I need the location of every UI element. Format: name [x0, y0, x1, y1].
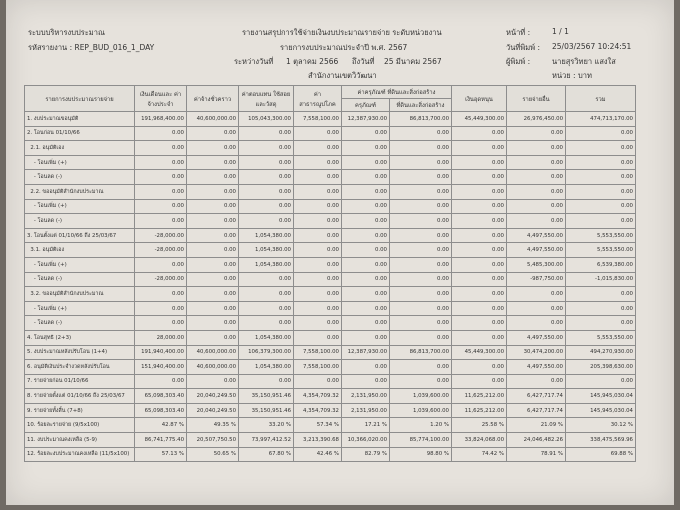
print-date-value: 25/03/2567 10:24:51 [552, 42, 632, 51]
cell-value: 0.00 [294, 214, 342, 229]
table-row [25, 433, 636, 448]
cell-value: 1,039,600.00 [390, 403, 452, 418]
cell-value: 0.00 [342, 257, 390, 272]
period-to-label: ถึงวันที่ [352, 57, 375, 66]
cell-value: 20,040,249.50 [187, 389, 239, 404]
cell-value: 0.00 [507, 287, 566, 302]
cell-value: 4,354,709.32 [294, 403, 342, 418]
table-row [25, 287, 636, 302]
cell-value: 1,054,380.00 [239, 257, 294, 272]
cell-value: 30,474,200.00 [507, 345, 566, 360]
cell-value: 98.80 % [390, 447, 452, 462]
col-header-total: รวม [566, 86, 636, 112]
cell-value: 0.00 [566, 126, 636, 141]
cell-value: 45,449,300.00 [452, 112, 507, 127]
cell-value: 0.00 [452, 243, 507, 258]
cell-value: 0.00 [187, 184, 239, 199]
cell-value: 0.00 [390, 287, 452, 302]
cell-value: 0.00 [507, 316, 566, 331]
cell-value: 78.91 % [507, 447, 566, 462]
row-label: - โอนลด (-) [25, 316, 135, 331]
print-date-label: วันที่พิมพ์ : [506, 43, 541, 52]
cell-value: 0.00 [294, 316, 342, 331]
cell-value: 0.00 [566, 170, 636, 185]
cell-value: 21.09 % [507, 418, 566, 433]
cell-value: 0.00 [452, 155, 507, 170]
cell-value: 86,741,775.40 [135, 433, 187, 448]
cell-value: 11,625,212.00 [452, 389, 507, 404]
table-row [25, 184, 636, 199]
cell-value: 0.00 [239, 272, 294, 287]
cell-value: 30.12 % [566, 418, 636, 433]
row-label: - โอนลด (-) [25, 170, 135, 185]
cell-value: 65,098,303.40 [135, 389, 187, 404]
table-row [25, 272, 636, 287]
period-to: 25 มีนาคม 2567 [384, 57, 442, 66]
table-row [25, 155, 636, 170]
budget-summary-table [24, 85, 636, 462]
cell-value: 0.00 [390, 141, 452, 156]
cell-value: 0.00 [452, 360, 507, 375]
col-header-temp-wage: ค่าจ้างชั่วคราว [187, 86, 239, 112]
agency-name: สำนักงานเขตวิวัฒนา [308, 71, 377, 80]
cell-value: 0.00 [342, 126, 390, 141]
cell-value: 0.00 [135, 141, 187, 156]
cell-value: 0.00 [187, 287, 239, 302]
cell-value: 0.00 [452, 257, 507, 272]
cell-value: 7,558,100.00 [294, 360, 342, 375]
cell-value: 0.00 [452, 374, 507, 389]
col-header-equipment: ครุภัณฑ์ [342, 99, 390, 112]
cell-value: 1.20 % [390, 418, 452, 433]
cell-value: 0.00 [390, 170, 452, 185]
cell-value: 0.00 [187, 214, 239, 229]
cell-value: 6,427,717.74 [507, 403, 566, 418]
cell-value: 0.00 [390, 272, 452, 287]
cell-value: 0.00 [187, 155, 239, 170]
cell-value: 57.34 % [294, 418, 342, 433]
table-row [25, 345, 636, 360]
row-label: 7. รายจ่ายก่อน 01/10/66 [25, 374, 135, 389]
cell-value: 0.00 [239, 126, 294, 141]
period-from: 1 ตุลาคม 2566 [286, 57, 339, 66]
cell-value: 0.00 [135, 199, 187, 214]
cell-value: -1,015,830.00 [566, 272, 636, 287]
cell-value: 50.65 % [187, 447, 239, 462]
cell-value: 0.00 [187, 316, 239, 331]
cell-value: 0.00 [566, 316, 636, 331]
cell-value: 82.79 % [342, 447, 390, 462]
cell-value: 0.00 [342, 330, 390, 345]
cell-value: 69.88 % [566, 447, 636, 462]
cell-value: 0.00 [452, 170, 507, 185]
cell-value: 0.00 [187, 228, 239, 243]
cell-value: 86,813,700.00 [390, 112, 452, 127]
cell-value: 145,945,030.04 [566, 403, 636, 418]
cell-value: 0.00 [294, 126, 342, 141]
cell-value: 0.00 [566, 184, 636, 199]
cell-value: 35,150,951.46 [239, 389, 294, 404]
cell-value: 0.00 [187, 374, 239, 389]
cell-value: 12,387,930.00 [342, 345, 390, 360]
page-label: หน้าที่ : [506, 28, 531, 37]
cell-value: 4,497,550.00 [507, 360, 566, 375]
col-group-header-capital: ค่าครุภัณฑ์ ที่ดินและสิ่งก่อสร้าง [342, 86, 452, 99]
table-row [25, 374, 636, 389]
table-row [25, 301, 636, 316]
cell-value: 0.00 [566, 374, 636, 389]
table-row [25, 316, 636, 331]
report-code: รหัสรายงาน : REP_BUD_016_1_DAY [28, 43, 155, 52]
cell-value: 205,398,630.00 [566, 360, 636, 375]
cell-value: 0.00 [390, 184, 452, 199]
cell-value: 49.35 % [187, 418, 239, 433]
cell-value: 0.00 [390, 360, 452, 375]
cell-value: 0.00 [294, 228, 342, 243]
cell-value: 0.00 [187, 199, 239, 214]
cell-value: 86,813,700.00 [390, 345, 452, 360]
cell-value: 0.00 [135, 257, 187, 272]
cell-value: 0.00 [294, 243, 342, 258]
cell-value: 0.00 [507, 155, 566, 170]
cell-value: 0.00 [390, 316, 452, 331]
cell-value: 33.20 % [239, 418, 294, 433]
cell-value: 0.00 [342, 184, 390, 199]
cell-value: 191,940,400.00 [135, 345, 187, 360]
col-header-subsidy: เงินอุดหนุน [452, 86, 507, 112]
cell-value: 26,976,450.00 [507, 112, 566, 127]
cell-value: 1,054,380.00 [239, 360, 294, 375]
cell-value: 42.46 % [294, 447, 342, 462]
cell-value: 0.00 [239, 155, 294, 170]
cell-value: 0.00 [452, 316, 507, 331]
cell-value: 0.00 [187, 243, 239, 258]
table-row [25, 112, 636, 127]
table-row [25, 141, 636, 156]
cell-value: 338,475,569.96 [566, 433, 636, 448]
col-header-salary: เงินเดือนและ ค่าจ้างประจำ [135, 86, 187, 112]
cell-value: 0.00 [294, 199, 342, 214]
cell-value: 0.00 [187, 170, 239, 185]
cell-value: 0.00 [187, 141, 239, 156]
cell-value: 2,131,950.00 [342, 403, 390, 418]
cell-value: 0.00 [239, 214, 294, 229]
table-row [25, 418, 636, 433]
cell-value: 145,945,030.04 [566, 389, 636, 404]
cell-value: 4,354,709.32 [294, 389, 342, 404]
report-subtitle: รายการงบประมาณประจำปี พ.ศ. 2567 [280, 43, 408, 52]
cell-value: 0.00 [342, 155, 390, 170]
cell-value: 28,000.00 [135, 330, 187, 345]
cell-value: 0.00 [342, 170, 390, 185]
cell-value: 73,997,412.52 [239, 433, 294, 448]
cell-value: 0.00 [390, 330, 452, 345]
row-label: 12. ร้อยละงบประมาณคงเหลือ (11/5x100) [25, 447, 135, 462]
table-row [25, 214, 636, 229]
cell-value: 5,553,550.00 [566, 243, 636, 258]
table-row [25, 447, 636, 462]
cell-value: 0.00 [239, 199, 294, 214]
cell-value: 0.00 [390, 214, 452, 229]
cell-value: 0.00 [342, 287, 390, 302]
cell-value: 0.00 [452, 301, 507, 316]
row-label: - โอนลด (-) [25, 214, 135, 229]
cell-value: 0.00 [390, 228, 452, 243]
cell-value: 0.00 [135, 316, 187, 331]
cell-value: 12,387,930.00 [342, 112, 390, 127]
cell-value: 0.00 [239, 170, 294, 185]
cell-value: 0.00 [135, 155, 187, 170]
row-label: 6. อนุมัติเงินประจำงวดหลังปรับโอน [25, 360, 135, 375]
cell-value: 6,539,380.00 [566, 257, 636, 272]
cell-value: -28,000.00 [135, 243, 187, 258]
cell-value: 4,497,550.00 [507, 228, 566, 243]
cell-value: -28,000.00 [135, 272, 187, 287]
printed-by-value: นายสุรวิทยา แสงใส [552, 57, 616, 66]
cell-value: 0.00 [566, 199, 636, 214]
cell-value: 0.00 [239, 141, 294, 156]
row-label: 2.2. ขออนุมัติสำนักงบประมาณ [25, 184, 135, 199]
cell-value: 0.00 [390, 243, 452, 258]
cell-value: -987,750.00 [507, 272, 566, 287]
cell-value: 0.00 [342, 301, 390, 316]
col-header-other: รายจ่ายอื่น [507, 86, 566, 112]
table-row [25, 170, 636, 185]
cell-value: 0.00 [135, 126, 187, 141]
cell-value: 0.00 [294, 155, 342, 170]
cell-value: 0.00 [342, 228, 390, 243]
row-label: - โอนเพิ่ม (+) [25, 155, 135, 170]
cell-value: 85,774,100.00 [390, 433, 452, 448]
cell-value: 494,270,930.00 [566, 345, 636, 360]
table-row [25, 389, 636, 404]
cell-value: 0.00 [135, 374, 187, 389]
cell-value: 40,600,000.00 [187, 360, 239, 375]
row-label: 9. รายจ่ายทั้งสิ้น (7+8) [25, 403, 135, 418]
cell-value: 0.00 [187, 330, 239, 345]
cell-value: 0.00 [452, 214, 507, 229]
row-label: 1. งบประมาณขอนุมัติ [25, 112, 135, 127]
cell-value: 0.00 [342, 199, 390, 214]
cell-value: 0.00 [507, 374, 566, 389]
period-label: ระหว่างวันที่ [234, 57, 274, 66]
report-title: รายงานสรุปการใช้จ่ายเงินงบประมาณรายจ่าย ระดับหน่วยงาน [242, 28, 442, 37]
cell-value: 0.00 [566, 141, 636, 156]
cell-value: 0.00 [452, 272, 507, 287]
cell-value: 0.00 [135, 301, 187, 316]
cell-value: 0.00 [187, 301, 239, 316]
cell-value: 0.00 [452, 141, 507, 156]
cell-value: 0.00 [566, 301, 636, 316]
cell-value: 0.00 [342, 141, 390, 156]
cell-value: 74.42 % [452, 447, 507, 462]
cell-value: 0.00 [135, 184, 187, 199]
cell-value: 20,507,750.50 [187, 433, 239, 448]
table-row [25, 126, 636, 141]
cell-value: 4,497,550.00 [507, 243, 566, 258]
row-label: 3.2. ขออนุมัติสำนักงบประมาณ [25, 287, 135, 302]
cell-value: 40,600,000.00 [187, 112, 239, 127]
table-row [25, 360, 636, 375]
cell-value: 0.00 [452, 228, 507, 243]
cell-value: 105,043,300.00 [239, 112, 294, 127]
cell-value: 0.00 [239, 184, 294, 199]
page-value: 1 / 1 [552, 27, 569, 36]
cell-value: 0.00 [239, 316, 294, 331]
unit-label: หน่วย : บาท [552, 71, 592, 80]
cell-value: 0.00 [390, 257, 452, 272]
row-label: 5. งบประมาณหลังปรับโอน (1+4) [25, 345, 135, 360]
system-name: ระบบบริหารงบประมาณ [28, 28, 105, 37]
cell-value: 0.00 [566, 287, 636, 302]
cell-value: 0.00 [507, 184, 566, 199]
cell-value: 0.00 [342, 214, 390, 229]
cell-value: 0.00 [239, 301, 294, 316]
cell-value: 33,824,068.00 [452, 433, 507, 448]
cell-value: 7,558,100.00 [294, 345, 342, 360]
cell-value: 0.00 [342, 360, 390, 375]
row-label: 11. งบประมาณคงเหลือ (5-9) [25, 433, 135, 448]
cell-value: 0.00 [507, 141, 566, 156]
row-label: - โอนเพิ่ม (+) [25, 199, 135, 214]
col-header-utilities: ค่า สาธารณูปโภค [294, 86, 342, 112]
cell-value: -28,000.00 [135, 228, 187, 243]
cell-value: 0.00 [294, 330, 342, 345]
cell-value: 17.21 % [342, 418, 390, 433]
table-row [25, 243, 636, 258]
cell-value: 0.00 [187, 126, 239, 141]
cell-value: 0.00 [294, 257, 342, 272]
cell-value: 0.00 [452, 184, 507, 199]
cell-value: 57.13 % [135, 447, 187, 462]
row-label: 4. โอนสุทธิ (2+3) [25, 330, 135, 345]
row-label: - โอนเพิ่ม (+) [25, 301, 135, 316]
cell-value: 0.00 [452, 287, 507, 302]
row-label: 3. โอนตั้งแต่ 01/10/66 ถึง 25/03/67 [25, 228, 135, 243]
cell-value: 0.00 [390, 374, 452, 389]
cell-value: 0.00 [294, 287, 342, 302]
cell-value: 3,213,390.68 [294, 433, 342, 448]
cell-value: 0.00 [342, 243, 390, 258]
table-row [25, 199, 636, 214]
row-label: 3.1. อนุมัติเอง [25, 243, 135, 258]
row-label: 10. ร้อยละรายจ่าย (9/5x100) [25, 418, 135, 433]
cell-value: 0.00 [187, 272, 239, 287]
cell-value: 474,713,170.00 [566, 112, 636, 127]
report-page [6, 0, 674, 505]
row-label: 2. โอนก่อน 01/10/66 [25, 126, 135, 141]
row-label: - โอนลด (-) [25, 272, 135, 287]
cell-value: 0.00 [294, 301, 342, 316]
cell-value: 7,558,100.00 [294, 112, 342, 127]
cell-value: 0.00 [566, 155, 636, 170]
cell-value: 0.00 [294, 170, 342, 185]
cell-value: 24,046,482.26 [507, 433, 566, 448]
row-label: - โอนเพิ่ม (+) [25, 257, 135, 272]
cell-value: 65,098,303.40 [135, 403, 187, 418]
cell-value: 0.00 [452, 126, 507, 141]
cell-value: 5,485,300.00 [507, 257, 566, 272]
cell-value: 42.87 % [135, 418, 187, 433]
col-header-land-building: ที่ดินและสิ่งก่อสร้าง [390, 99, 452, 112]
cell-value: 0.00 [239, 287, 294, 302]
cell-value: 0.00 [390, 199, 452, 214]
cell-value: 0.00 [507, 170, 566, 185]
cell-value: 0.00 [507, 126, 566, 141]
cell-value: 0.00 [135, 214, 187, 229]
cell-value: 5,553,550.00 [566, 330, 636, 345]
cell-value: 0.00 [390, 301, 452, 316]
cell-value: 67.80 % [239, 447, 294, 462]
cell-value: 0.00 [342, 316, 390, 331]
cell-value: 0.00 [390, 126, 452, 141]
cell-value: 0.00 [294, 374, 342, 389]
cell-value: 5,553,550.00 [566, 228, 636, 243]
cell-value: 0.00 [342, 374, 390, 389]
cell-value: 0.00 [135, 287, 187, 302]
cell-value: 0.00 [187, 257, 239, 272]
cell-value: 20,040,249.50 [187, 403, 239, 418]
printed-by-label: ผู้พิมพ์ : [506, 57, 531, 66]
cell-value: 191,968,400.00 [135, 112, 187, 127]
row-label: 8. รายจ่ายตั้งแต่ 01/10/66 ถึง 25/03/67 [25, 389, 135, 404]
cell-value: 0.00 [507, 301, 566, 316]
cell-value: 0.00 [507, 214, 566, 229]
cell-value: 0.00 [135, 170, 187, 185]
cell-value: 0.00 [294, 141, 342, 156]
cell-value: 1,054,380.00 [239, 243, 294, 258]
table-row [25, 228, 636, 243]
col-header-item: รายการงบประมาณรายจ่าย [25, 86, 135, 112]
cell-value: 0.00 [566, 214, 636, 229]
cell-value: 4,497,550.00 [507, 330, 566, 345]
cell-value: 0.00 [342, 272, 390, 287]
cell-value: 0.00 [507, 199, 566, 214]
table-row [25, 330, 636, 345]
cell-value: 35,150,951.46 [239, 403, 294, 418]
cell-value: 11,625,212.00 [452, 403, 507, 418]
cell-value: 0.00 [452, 330, 507, 345]
cell-value: 0.00 [452, 199, 507, 214]
cell-value: 6,427,717.74 [507, 389, 566, 404]
table-row [25, 257, 636, 272]
cell-value: 25.58 % [452, 418, 507, 433]
cell-value: 1,039,600.00 [390, 389, 452, 404]
cell-value: 10,366,020.00 [342, 433, 390, 448]
cell-value: 0.00 [294, 272, 342, 287]
cell-value: 1,054,380.00 [239, 228, 294, 243]
cell-value: 0.00 [239, 374, 294, 389]
cell-value: 106,379,300.00 [239, 345, 294, 360]
cell-value: 2,131,950.00 [342, 389, 390, 404]
col-header-compensation: ค่าตอบแทน ใช้สอยและวัสดุ [239, 86, 294, 112]
cell-value: 0.00 [390, 155, 452, 170]
row-label: 2.1. อนุมัติเอง [25, 141, 135, 156]
cell-value: 45,449,300.00 [452, 345, 507, 360]
cell-value: 0.00 [294, 184, 342, 199]
cell-value: 40,600,000.00 [187, 345, 239, 360]
cell-value: 1,054,380.00 [239, 330, 294, 345]
table-row [25, 403, 636, 418]
cell-value: 151,940,400.00 [135, 360, 187, 375]
